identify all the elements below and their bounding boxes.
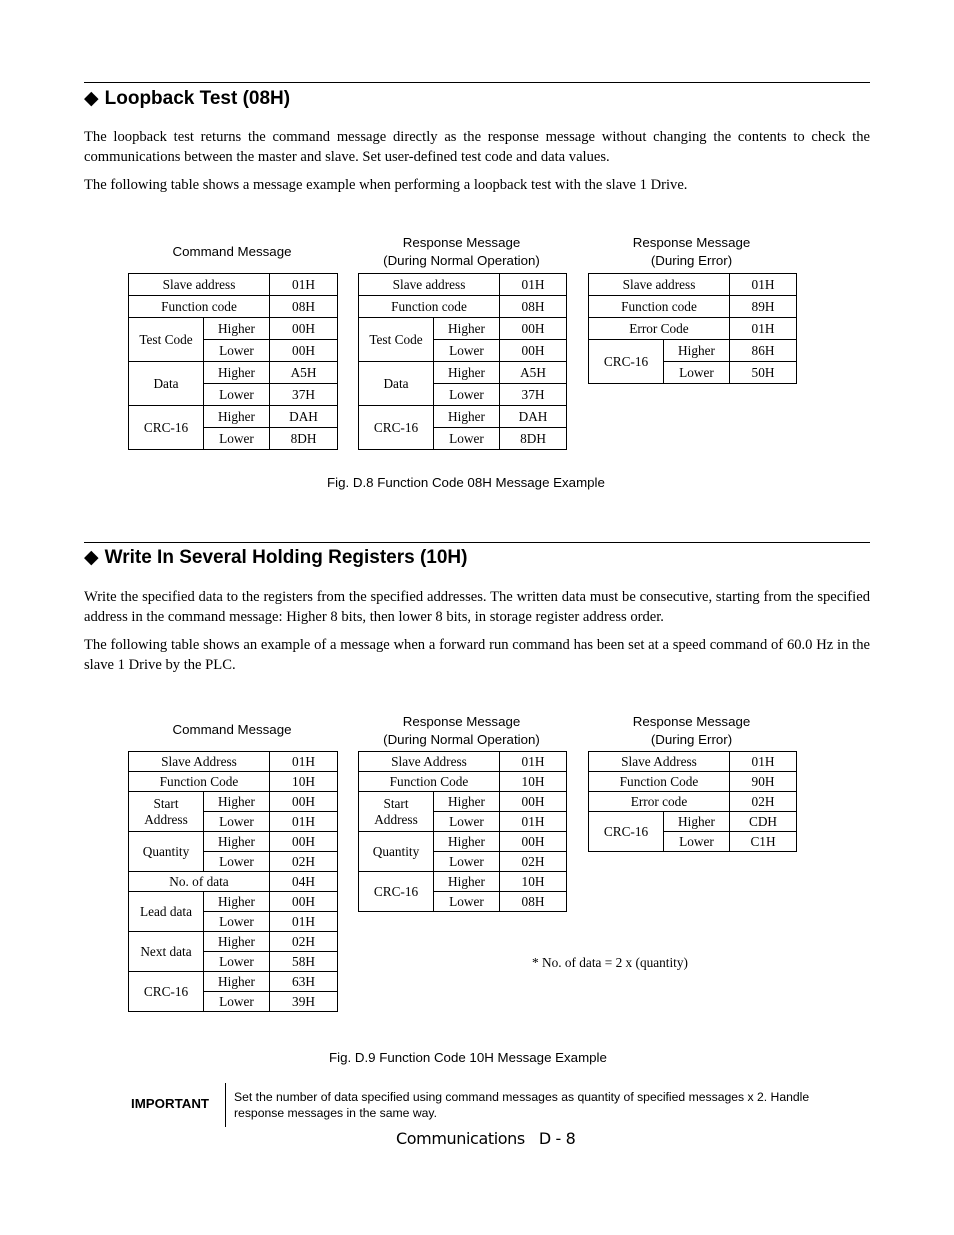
field-label: Slave address — [129, 274, 270, 296]
byte-label: Lower — [434, 428, 500, 450]
field-value: 00H — [500, 318, 567, 340]
important-label: IMPORTANT — [131, 1096, 210, 1111]
table-row — [359, 772, 567, 792]
byte-label: Higher — [204, 362, 270, 384]
field-value: 89H — [730, 296, 797, 318]
table-row — [129, 892, 338, 912]
field-label: Start Address — [359, 792, 434, 832]
field-value: 39H — [270, 992, 338, 1012]
field-label: Next data — [129, 932, 204, 972]
byte-label: Lower — [434, 852, 500, 872]
field-value: DAH — [500, 406, 567, 428]
field-value: 10H — [500, 772, 567, 792]
byte-label: Lower — [664, 832, 730, 852]
diamond-bullet-icon: ◆ — [84, 547, 99, 568]
field-value: A5H — [270, 362, 338, 384]
byte-label: Lower — [434, 812, 500, 832]
byte-label: Higher — [204, 792, 270, 812]
field-value: 00H — [270, 892, 338, 912]
field-label: Start Address — [129, 792, 204, 832]
byte-label: Lower — [204, 340, 270, 362]
byte-label: Lower — [204, 912, 270, 932]
field-value: 90H — [730, 772, 797, 792]
normal-response-table — [358, 751, 567, 912]
table-row — [129, 406, 338, 428]
field-value: 58H — [270, 952, 338, 972]
field-value: 37H — [500, 384, 567, 406]
section-title: Write In Several Holding Registers (10H) — [104, 547, 468, 568]
field-value: 86H — [730, 340, 797, 362]
field-label: Slave Address — [589, 752, 730, 772]
byte-label: Lower — [204, 428, 270, 450]
table-row — [129, 832, 338, 852]
field-value: 01H — [730, 318, 797, 340]
command-message-table — [128, 273, 338, 450]
page-footer: Communications D - 8 — [396, 1129, 576, 1148]
byte-label: Lower — [204, 384, 270, 406]
field-label: CRC-16 — [359, 872, 434, 912]
field-value: 10H — [270, 772, 338, 792]
field-value: 02H — [270, 932, 338, 952]
error-response-table — [588, 751, 797, 852]
field-value: 00H — [270, 792, 338, 812]
field-label: Slave address — [589, 274, 730, 296]
body-paragraph: The following table shows a message example when performing a loopback test with the slave 1 Drive. — [84, 177, 688, 193]
field-label: Quantity — [359, 832, 434, 872]
field-value: 08H — [500, 892, 567, 912]
byte-label: Higher — [664, 340, 730, 362]
error-response-table — [588, 273, 797, 384]
normal-response-table — [358, 273, 567, 450]
table-row — [589, 340, 797, 362]
field-value: 01H — [270, 912, 338, 932]
table-row — [359, 792, 567, 812]
field-label: Error code — [589, 792, 730, 812]
table-row — [129, 362, 338, 384]
byte-label: Higher — [204, 932, 270, 952]
byte-label: Higher — [204, 892, 270, 912]
field-label: Data — [129, 362, 204, 406]
field-value: 8DH — [500, 428, 567, 450]
field-value: 00H — [500, 340, 567, 362]
field-label: Function code — [589, 296, 730, 318]
field-value: 00H — [500, 792, 567, 812]
field-label: Function Code — [589, 772, 730, 792]
field-value: 02H — [500, 852, 567, 872]
byte-label: Higher — [434, 792, 500, 812]
table-row — [129, 752, 338, 772]
table-row — [589, 772, 797, 792]
section-heading — [84, 88, 290, 110]
field-value: DAH — [270, 406, 338, 428]
field-label: CRC-16 — [129, 406, 204, 450]
field-label: Function Code — [359, 772, 500, 792]
byte-label: Higher — [204, 318, 270, 340]
byte-label: Higher — [664, 812, 730, 832]
table-row — [589, 792, 797, 812]
table-row — [589, 274, 797, 296]
byte-label: Higher — [434, 832, 500, 852]
byte-label: Lower — [434, 340, 500, 362]
table-row — [129, 932, 338, 952]
field-value: 00H — [500, 832, 567, 852]
table-row — [129, 772, 338, 792]
table-row — [359, 832, 567, 852]
field-value: 8DH — [270, 428, 338, 450]
field-label: CRC-16 — [129, 972, 204, 1012]
body-paragraph: The loopback test returns the command message directly as the response message without changing the contents to check the communications between the master and slave. Set user-defined test code and data values. — [84, 129, 870, 165]
byte-label: Higher — [204, 972, 270, 992]
field-label: Slave Address — [359, 752, 500, 772]
section-heading — [84, 547, 467, 569]
table-row — [589, 812, 797, 832]
field-label: No. of data — [129, 872, 270, 892]
byte-label: Higher — [434, 362, 500, 384]
field-label: Data — [359, 362, 434, 406]
field-value: 01H — [500, 812, 567, 832]
field-value: 50H — [730, 362, 797, 384]
field-value: 01H — [270, 812, 338, 832]
field-label: Test Code — [359, 318, 434, 362]
byte-label: Lower — [204, 952, 270, 972]
byte-label: Higher — [204, 832, 270, 852]
field-value: 04H — [270, 872, 338, 892]
byte-label: Lower — [204, 992, 270, 1012]
field-value: 00H — [270, 318, 338, 340]
table-row — [129, 872, 338, 892]
important-text: Set the number of data specified using command messages as quantity of specified messages x 2. Handle response messages in the same way. — [234, 1090, 810, 1120]
table-row — [129, 296, 338, 318]
byte-label: Lower — [664, 362, 730, 384]
field-value: C1H — [730, 832, 797, 852]
field-label: Test Code — [129, 318, 204, 362]
figure-caption: Fig. D.9 Function Code 10H Message Example — [329, 1050, 607, 1065]
field-label: Lead data — [129, 892, 204, 932]
field-value: CDH — [730, 812, 797, 832]
table-caption: Command Message — [172, 244, 292, 259]
table-caption: Response Message (During Normal Operation) — [383, 714, 540, 747]
byte-label: Higher — [204, 406, 270, 428]
byte-label: Higher — [434, 406, 500, 428]
field-value: 08H — [500, 296, 567, 318]
table-row — [359, 872, 567, 892]
section-rule — [84, 542, 870, 543]
section-rule — [84, 82, 870, 83]
table-row — [359, 362, 567, 384]
field-label: Function Code — [129, 772, 270, 792]
field-value: 37H — [270, 384, 338, 406]
table-row — [589, 296, 797, 318]
table-row — [359, 296, 567, 318]
byte-label: Higher — [434, 872, 500, 892]
field-value: A5H — [500, 362, 567, 384]
table-caption: Response Message (During Error) — [632, 714, 751, 747]
table-row — [359, 318, 567, 340]
body-paragraph: The following table shows an example of a message when a forward run command has been set at a speed command of 60.0 Hz in the slave 1 Drive by the PLC. — [84, 637, 870, 673]
table-row — [129, 792, 338, 812]
table-row — [129, 318, 338, 340]
body-paragraph: Write the specified data to the registers from the specified addresses. The written data must be consecutive, starting from the specified address in the command message: Higher 8 bits, then lower 8 bits, in storage register address order. — [84, 589, 870, 625]
field-label: Function code — [129, 296, 270, 318]
field-label: Error Code — [589, 318, 730, 340]
figure-caption: Fig. D.8 Function Code 08H Message Example — [327, 475, 605, 490]
field-value: 10H — [500, 872, 567, 892]
table-row — [359, 406, 567, 428]
field-value: 63H — [270, 972, 338, 992]
byte-label: Higher — [434, 318, 500, 340]
table-caption: Response Message (During Error) — [632, 235, 751, 268]
byte-label: Lower — [434, 892, 500, 912]
important-divider — [225, 1083, 226, 1127]
field-value: 01H — [270, 274, 338, 296]
table-caption: Command Message — [172, 722, 292, 737]
byte-label: Lower — [204, 812, 270, 832]
diamond-bullet-icon: ◆ — [84, 88, 99, 109]
table-row — [589, 318, 797, 340]
field-label: CRC-16 — [589, 340, 664, 384]
field-label: CRC-16 — [359, 406, 434, 450]
footnote: * No. of data = 2 x (quantity) — [532, 955, 688, 970]
byte-label: Lower — [204, 852, 270, 872]
field-label: Function code — [359, 296, 500, 318]
table-row — [129, 972, 338, 992]
table-row — [359, 752, 567, 772]
table-row — [589, 752, 797, 772]
field-value: 01H — [500, 274, 567, 296]
field-value: 00H — [270, 340, 338, 362]
table-row — [129, 274, 338, 296]
field-label: Slave address — [359, 274, 500, 296]
field-value: 02H — [730, 792, 797, 812]
field-value: 01H — [730, 752, 797, 772]
byte-label: Lower — [434, 384, 500, 406]
field-label: Slave Address — [129, 752, 270, 772]
command-message-table — [128, 751, 338, 1012]
field-value: 00H — [270, 832, 338, 852]
table-row — [359, 274, 567, 296]
field-value: 01H — [500, 752, 567, 772]
field-value: 01H — [270, 752, 338, 772]
table-caption: Response Message (During Normal Operation) — [383, 235, 540, 268]
section-title: Loopback Test (08H) — [104, 88, 291, 109]
field-label: Quantity — [129, 832, 204, 872]
field-value: 02H — [270, 852, 338, 872]
field-value: 01H — [730, 274, 797, 296]
field-label: CRC-16 — [589, 812, 664, 852]
field-value: 08H — [270, 296, 338, 318]
